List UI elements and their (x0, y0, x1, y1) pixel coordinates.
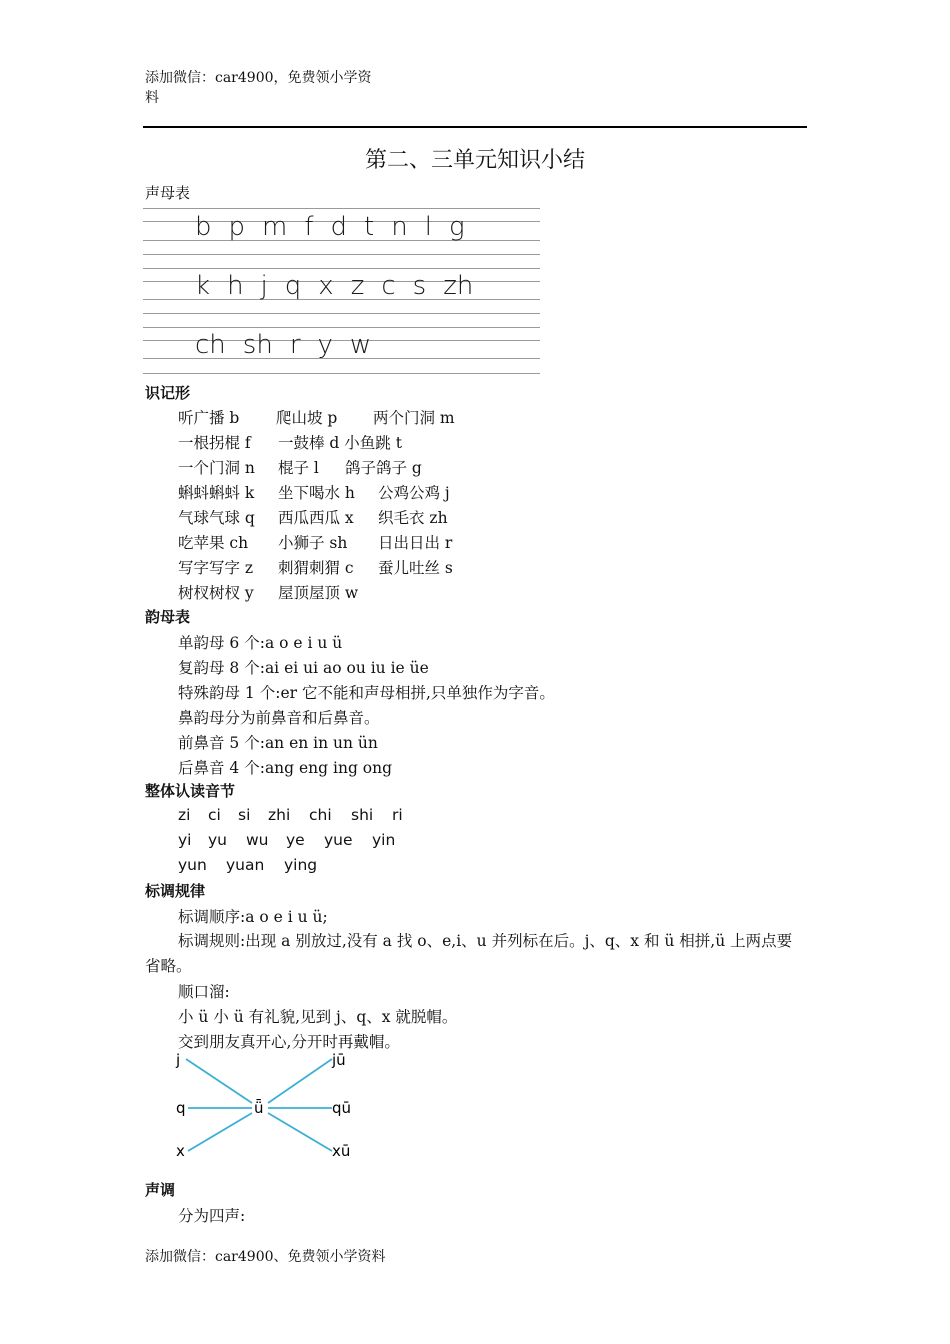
initial-letter: sh (242, 330, 273, 360)
diagram-left-label: q (176, 1099, 186, 1117)
finals-heading: 韵母表 (145, 608, 191, 626)
initial-letter: z (350, 271, 365, 301)
memory-cell: 西瓜西瓜 x (278, 509, 354, 527)
initial-letter: zh (443, 271, 474, 301)
staff-line (143, 373, 540, 374)
memory-cell: 鸽子鸽子 g (345, 459, 422, 477)
memory-cell: 蚕儿吐丝 s (378, 559, 453, 577)
initial-letter: b (195, 212, 212, 242)
memory-cell: 气球气球 q (178, 509, 255, 527)
syllable: yi (178, 831, 192, 849)
syllable: zi (178, 806, 191, 824)
initial-letter: j (260, 271, 268, 301)
staff-line (143, 268, 540, 269)
initial-letter: g (448, 212, 465, 242)
syllable: ying (284, 856, 318, 874)
syllable: yue (324, 831, 353, 849)
initial-letter: ch (195, 330, 226, 360)
finals-line: 鼻韵母分为前鼻音和后鼻音。 (178, 709, 380, 727)
initial-letter: f (304, 212, 314, 242)
memory-cell: 一鼓棒 d 小鱼跳 t (278, 434, 402, 452)
diagram-left-label: x (176, 1142, 185, 1160)
connector-line (268, 1113, 332, 1151)
memory-cell: 小狮子 sh (278, 534, 348, 552)
syllable: ri (392, 806, 403, 824)
tone-order: 标调顺序:a o e i u ü; (178, 908, 328, 926)
initial-letter: m (262, 212, 288, 242)
page-title: 第二、三单元知识小结 (364, 148, 585, 173)
syllable: si (238, 806, 251, 824)
initial-letter: r (289, 330, 301, 360)
staff-line (143, 313, 540, 314)
connector-line (186, 1059, 252, 1103)
syllable: yun (178, 856, 207, 874)
syllable: yin (372, 831, 396, 849)
memory-cell: 吃苹果 ch (178, 534, 249, 552)
connector-line (188, 1113, 252, 1151)
tone-rule: 标调规则:出现 a 别放过,没有 a 找 o、e,i、u 并列标在后。j、q、x 和 ü 相拼,ü 上两点要省略。 (145, 932, 793, 975)
memory-cell: 坐下喝水 h (278, 484, 355, 502)
header-note-line2: 料 (145, 90, 159, 106)
memory-cell: 蝌蚪蝌蚪 k (178, 484, 255, 502)
memory-cell: 两个门洞 m (373, 409, 455, 427)
syllable: ye (286, 831, 305, 849)
diagram-left-label: j (176, 1051, 181, 1069)
finals-line: 后鼻音 4 个:ang eng ing ong (178, 759, 393, 777)
staff-line (143, 254, 540, 255)
diagram-right-label: jū (332, 1051, 346, 1069)
syllable: yu (208, 831, 227, 849)
rhyme-line-1: 小 ü 小 ü 有礼貌,见到 j、q、x 就脱帽。 (178, 1008, 458, 1026)
syllables-heading: 整体认读音节 (145, 782, 236, 800)
syllable: yuan (226, 856, 265, 874)
jqx-u-diagram (170, 1048, 370, 1166)
initial-letter: w (349, 330, 372, 360)
memory-cell: 织毛衣 zh (378, 509, 448, 527)
syllable: shi (351, 806, 374, 824)
syllable: chi (309, 806, 332, 824)
initial-letter: n (391, 212, 408, 242)
header-divider (143, 126, 807, 128)
initial-letter: d (330, 212, 348, 242)
memory-cell: 爬山坡 p (276, 409, 338, 427)
initial-letter: c (381, 271, 396, 301)
finals-line: 单韵母 6 个:a o e i u ü (178, 634, 343, 652)
footer-note: 添加微信：car4900、免费领小学资料 (145, 1249, 386, 1265)
initial-letter: y (317, 330, 333, 360)
diagram-right-label: qū (332, 1099, 352, 1117)
initial-letter: q (284, 271, 302, 301)
initial-letter: l (424, 212, 432, 242)
initial-letter: k (195, 271, 211, 301)
tones-line: 分为四声: (178, 1207, 246, 1225)
diagram-right-label: xū (332, 1142, 351, 1160)
memory-cell: 一个门洞 n (178, 459, 255, 477)
diagram-center-label: ǖ (254, 1099, 264, 1117)
initials-row-2 (195, 271, 490, 301)
memory-cell: 屋顶屋顶 w (278, 584, 359, 602)
memory-cell: 树杈树杈 y (178, 584, 254, 602)
finals-line: 特殊韵母 1 个:er 它不能和声母相拼,只单独作为字音。 (178, 684, 555, 702)
syllable: zhi (268, 806, 291, 824)
memory-cell: 公鸡公鸡 j (378, 484, 450, 502)
initials-label: 声母表 (145, 184, 191, 202)
finals-line: 前鼻音 5 个:an en in un ün (178, 734, 378, 752)
initials-row-1 (195, 212, 482, 242)
initials-row-3 (195, 330, 388, 360)
memory-cell: 听广播 b (178, 409, 240, 427)
staff-line (143, 208, 540, 209)
memory-heading: 识记形 (145, 384, 191, 402)
initial-letter: x (318, 271, 334, 301)
syllable: ci (208, 806, 221, 824)
memory-cell: 写字写字 z (178, 559, 254, 577)
initial-letter: h (227, 271, 244, 301)
header-note-line1: 添加微信：car4900，免费领小学资 (145, 70, 372, 86)
rhyme-line-2: 交到朋友真开心,分开时再戴帽。 (178, 1033, 400, 1051)
memory-cell: 棍子 l (278, 459, 319, 477)
memory-cell: 日出日出 r (378, 534, 453, 552)
finals-line: 复韵母 8 个:ai ei ui ao ou iu ie üe (178, 659, 429, 677)
tones-heading: 声调 (145, 1181, 176, 1199)
connector-line (268, 1059, 332, 1103)
memory-cell: 一根拐棍 f (178, 434, 251, 452)
initial-letter: s (412, 271, 427, 301)
header-note (145, 68, 395, 108)
syllable: wu (246, 831, 269, 849)
staff-line (143, 327, 540, 328)
memory-cell: 刺猬刺猬 c (278, 559, 354, 577)
initial-letter: p (228, 212, 246, 242)
rhyme-title: 顺口溜: (178, 983, 230, 1001)
tone-rules-heading: 标调规律 (145, 882, 206, 900)
initial-letter: t (364, 212, 375, 242)
